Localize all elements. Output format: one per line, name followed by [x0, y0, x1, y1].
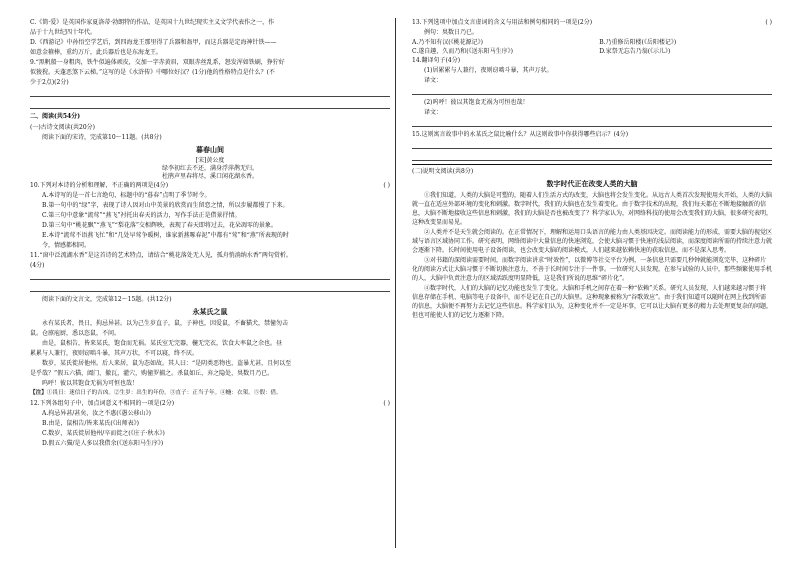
option: A.拘忌异甚/甚矣，汝之不惠(《愚公移山》): [42, 410, 151, 417]
sentence: (2)呜呼！彼以其饱食无祸为可恒也哉！: [424, 99, 529, 106]
passage-line: 鼠。仓廪庖厨，悉以恣鼠，不问。: [30, 330, 121, 337]
column-divider: [395, 18, 396, 548]
subsection-header: (一)古诗文阅读(共20分): [30, 124, 95, 131]
option: C.数岁，某氏徙居他州/卒而徙之(《庄子·秋水》): [42, 430, 165, 437]
subsection-header: (二)说明文阅读(共8分): [412, 168, 474, 175]
question-10: [30, 181, 390, 190]
paragraph: ③对书籍的深阅读需要时间，而数字阅读讲求“时效性”，以微博等社交平台为例，一条信息只需要几秒钟就能浏览完毕，这种碎片化的阅读方式让大脑习惯于不断切换注意力，不善于长时间专注于一件事。一位研究人员发现，在参与试验的人员中，那些频繁使用手机的人，大脑中负责注意力的区域活跃度明显降低，这是我们所说的思维“碎片化”。: [412, 257, 773, 282]
answer-line[interactable]: [412, 152, 772, 161]
options-row: [412, 38, 772, 47]
text-line: C.《简·爱》是英国作家夏洛蒂·勃朗特的作品，是英国十九世纪现实主义文学代表作之一，作: [30, 19, 275, 26]
option: A.乃不知有汉(《桃花源记》): [412, 39, 483, 46]
option: E.本诗“流莺不语燕飞忙”和“几处早莺争暖树，谁家新燕啄春泥”中都有“莺”和“燕”所表现的时: [42, 232, 289, 239]
section-rule: [412, 164, 772, 165]
answer-line[interactable]: [30, 283, 390, 292]
example: 例句：臭数日乃已。: [424, 29, 479, 36]
passage-line: 累累与人兼行，夜则窃啮斗暴，其声万状，不可以寝，终不厌。: [30, 350, 199, 357]
answer-line[interactable]: [412, 140, 772, 149]
option: B.第一句中的“绿”字，表现了诗人因对山中美景的欣赏而生留恋之情，所以步履都慢了下来。: [42, 202, 289, 209]
option: A.本诗写的是一首七言绝句，标题中的“暮春”点明了季节时令。: [42, 192, 211, 199]
right-column: [412, 18, 772, 321]
option: D.家祭无忘告乃翁(《示儿》): [599, 48, 671, 55]
answer-line[interactable]: [412, 118, 772, 127]
passage-line: 数岁，某氏徙居他州。后人来居，鼠为态如故。其人曰：“是阴类恶物也，盗暴尤甚，且何以至: [42, 360, 292, 367]
option: 令，情感都相同。: [42, 242, 91, 249]
section-header: 二、阅读(共54分): [30, 113, 81, 120]
passage-title: 永某氏之鼠: [192, 307, 228, 316]
left-column: [30, 18, 390, 449]
poem-line: 绿李初红去不还，满身浮萍鹊无归。: [161, 165, 258, 172]
answer-line[interactable]: [412, 86, 772, 95]
text-line: 似狻猊。天蓬恶煞下云梯。”这写的是《水浒传》中哪位好汉？(1分)他的性格特点是什么？(不: [30, 69, 275, 76]
article-title: 数字时代正在改变人类的大脑: [546, 179, 638, 188]
text-line: 品于十九世纪四十年代。: [30, 29, 97, 36]
options-row: [412, 47, 772, 56]
notes-label: 【注】: [30, 390, 47, 396]
passage-line: 由是，鼠相告，皆来某氏，饱食而无祸。某氏室无完器，椸无完衣，饮食大率鼠之余也。昼: [42, 340, 283, 347]
question-11: 11.“窗中泛流湖水香”是这首诗的艺术特点，请结合“桃花落处无人见，孤舟悄淌纳水香”两句赏析。: [30, 252, 292, 259]
notes: [30, 389, 390, 398]
points: (4分): [30, 262, 45, 269]
option: D.假五六猫/是人多以我借余(《送东阳马生序》): [42, 440, 164, 447]
option: B.由是，鼠相告/皆来某氏(《出师表》): [42, 420, 140, 427]
answer-line[interactable]: [30, 100, 390, 109]
question-text: 12.下列各组句子中，加点词意义不相同的一项是(2分): [30, 400, 175, 407]
sentence: (1)居累累与人兼行，夜则窃啮斗暴，其声万状。: [424, 67, 553, 74]
question-9: 9.“黑帆船一身粗肉，铁牛似遍体顽皮，交加一字赤黄眉，双眼赤丝乱系，怒发浑如铁刷，狰狞好: [30, 59, 285, 66]
notes-text: ①畏日：迷信日子的吉凶。②生岁：出生的年份。③直子：正当子年。④椸：衣架。⑤假：借。: [46, 390, 282, 396]
translation-label: 译文：: [424, 77, 443, 84]
paragraph: ②人类并不是天生就会阅读的。在正常情况下，理解和运用口头语言的能力由人类基因决定。而阅读能力的形成，需要大脑的视觉区域与语言区域协同工作。研究表明，网络阅读中大量信息的快速浏览，会使大脑习惯于快速的浅层阅读，而深度阅读所需的持续注意力就会逐渐下降。长时间使用电子设备阅读，也会改变大脑的阅读模式，人们越来越依赖快速的获取信息，而不是深入思考。: [412, 229, 773, 254]
paragraph: ①我们知道，人类的大脑是可塑的，随着人们生活方式的改变，大脑也将会发生变化。从远古人类首次发现使用火开始，人类的大脑就一直在适应外部环境的变化和刺激。数字时代，我们的大脑也在发生着变化。由于数字技术的出现，我们每天都在不断地接触新的信息，大脑不断地接收这些信息和刺激，我们的大脑是否也被改变了？科学家认为，对网络科技的使用会改变我们的大脑，很多研究表明，这种改变显而易见。: [412, 192, 773, 226]
poem-author: [宋]黄公度: [195, 157, 225, 164]
translation-label: 译文：: [424, 109, 443, 116]
question-15: 15.这则寓言故事中的永某氏之鼠比喻什么？从这则故事中你获得哪些启示？(4分): [412, 131, 629, 138]
text-line: D.《西游记》中孙悟空学艺后，到四海龙王那里得了兵器和盔甲，而这兵器是定海神针铁——: [30, 39, 277, 46]
poem-title: 暮春山间: [196, 145, 224, 154]
poem-line: 杜鹃声里春将尽，溪口闲花湖水香。: [161, 173, 258, 180]
question-text: 10.下列对本诗的分析和理解，不正确的两项是(4分): [30, 182, 169, 189]
question-13: [412, 18, 772, 27]
option: C.遂自趣，久而乃和(《送东阳马生序》): [412, 48, 513, 55]
passage-line: 呜呼！彼以其饱食无祸为可恒也哉！: [42, 380, 139, 387]
text-line: 少于2点)(2分): [30, 79, 69, 86]
paragraph: ④数字时代，人们的大脑的记忆功能也发生了变化。大脑和手机之间存在着一种“依赖”关系。研究人员发现，人们越来越习惯于将信息存储在手机、电脑等电子设备中，而不是记在自己的大脑里。这种现象被称为“谷歌效应”。由于我们知道可以随时在网上找到所需的信息，大脑便不再努力去记忆这些信息。科学家们认为，这种变化并不一定是坏事，它可以让大脑有更多的精力去处理更复杂的问题，但也可能使人们的记忆力逐渐下降。: [412, 285, 773, 319]
text-line: 如意金箍棒，重约万斤，此兵器后也是东海龙王。: [30, 49, 163, 56]
question-text: 13.下列选项中加点文言虚词的含义与用法和例句相同的一项是(2分): [412, 19, 593, 26]
answer-paren[interactable]: ( ): [383, 400, 390, 407]
answer-paren[interactable]: ( ): [765, 19, 772, 26]
passage-line: 永有某氏者，畏日，拘忌异甚。以为己生岁直子，鼠，子神也，因爱鼠，不畜猫犬，禁僮勿击: [42, 320, 289, 327]
answer-line[interactable]: [30, 271, 390, 280]
answer-paren[interactable]: ( ): [383, 182, 390, 189]
option: B.乃重修岳阳楼(《岳阳楼记》): [599, 39, 677, 46]
answer-line[interactable]: [30, 88, 390, 97]
instruction: 阅读下面的文言文，完成第12～15题。(共12分): [42, 296, 172, 303]
option: D.第三句中“桃花飘”“燕飞”“梨花落”交相辉映，表现了春天即将过去，花朵凋零的景象。: [42, 222, 277, 229]
option: C.第三句中意象“流莺”“燕飞”衬托出春天的活力，写作手法正是借景抒情。: [42, 212, 241, 219]
question-14: 14.翻译句子(4分): [412, 57, 461, 64]
passage-line: 是乎哉？”假五六猫，阖门，撤瓦，灌穴，购僮罗捕之。杀鼠如丘，弃之隐处，臭数月乃已。: [30, 370, 274, 377]
question-12: [30, 399, 390, 408]
instruction: 阅读下面的宋诗，完成第10～11题。(共8分): [42, 134, 162, 141]
